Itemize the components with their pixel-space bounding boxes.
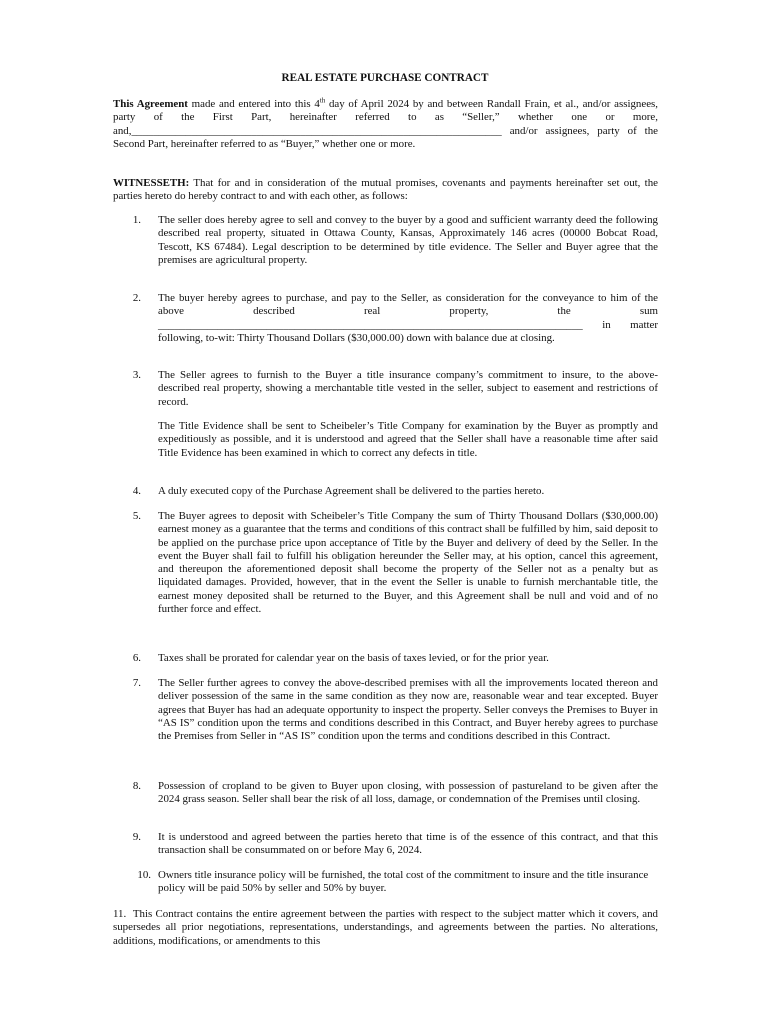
clause-3-subparagraph: The Title Evidence shall be sent to Scheibeler’s Title Company for examination by the Buyer as promptly and expeditiously as possible, and it is understood and agreed that the Seller shall have a reasonable time after said Title Evidence has been examined in which to correct any defects in title. (158, 420, 658, 459)
clause-number: 11. (113, 908, 127, 920)
clause-number: 1. (132, 214, 141, 226)
witnesseth-lead: WITNESSETH: (113, 177, 190, 189)
clause-11 (113, 908, 658, 948)
clause-number: 7. (132, 677, 141, 689)
clause-text: Owners title insurance policy will be furnished, the total cost of the commitment to insure and the title insurance policy will be paid 50% by seller and 50% by buyer. (158, 869, 649, 895)
clause-text: The buyer hereby agrees to purchase, and pay to the Seller, as consideration for the conveyance to him of the above described real property, the sum ______________________________________________________________________________ in matter following, to-wit: Thirty Thousand Dollars ($30,000.00) down with balance due at closing. (158, 292, 658, 344)
clause-text: This Contract contains the entire agreement between the parties with respect to the subject matter which it covers, and supersedes all prior negotiations, representations, understandings, and agreements between the parties. No alterations, additions, modifications, or amendments to this (113, 908, 658, 947)
clause-number: 3. (132, 369, 141, 381)
witnesseth-paragraph (113, 177, 658, 204)
clause-number: 8. (132, 780, 141, 792)
clause-number: 9. (132, 831, 141, 843)
clause-number: 6. (132, 652, 141, 664)
intro-text-2: day of April 2024 by and between Randall Frain, et al., and/or assignees, party of the First Part, hereinafter referred to as “Seller,” whether one or more, and,____________________________________________________________________ and/or assignees, party of the Second Part, hereinafter referred to as “Buyer,” whether one or more. (113, 98, 658, 150)
clause-text: It is understood and agreed between the parties hereto that time is of the essence of this contract, and that this transaction shall be consummated on or before May 6, 2024. (158, 831, 658, 857)
clause-number: 5. (132, 510, 141, 522)
clause-text: The seller does hereby agree to sell and convey to the buyer by a good and sufficient warranty deed the following described real property, situated in Ottawa County, Kansas, Approximately 146 acres (00000 Bobcat Road, Tescott, KS 67484). Legal description to be determined by title evidence. The Seller and Buyer agree that the premises are agricultural property. (158, 214, 658, 266)
clause-number: 10. (137, 869, 151, 881)
clause-number: 4. (132, 485, 141, 497)
document-title: REAL ESTATE PURCHASE CONTRACT (281, 72, 489, 84)
witnesseth-text: That for and in consideration of the mutual promises, covenants and payments hereinafter set out, the parties hereto do hereby contract to and with each other, as follows: (113, 177, 658, 203)
clause-number: 2. (132, 292, 141, 304)
clause-text: The Seller further agrees to convey the above-described premises with all the improvements located thereon and deliver possession of the same in the same condition as they now are, reasonable wear and tear excepted. Buyer agrees that Buyer has had an adequate opportunity to inspect the property. Seller conveys the Premises to Buyer in “AS IS” condition upon the terms and conditions described in this Contract, and Buyer hereby agrees to purchase the Premises from Seller in “AS IS” condition upon the terms and conditions described in this Contract. (158, 677, 658, 743)
clause-text: A duly executed copy of the Purchase Agreement shall be delivered to the parties hereto. (158, 485, 545, 497)
clause-text: The Seller agrees to furnish to the Buyer a title insurance company’s commitment to insure, to the above-described real property, showing a merchantable title vested in the seller, subject to easement and restrictions of record. (158, 369, 658, 408)
intro-paragraph (113, 98, 658, 151)
clause-text: Taxes shall be prorated for calendar year on the basis of taxes levied, or for the prior year. (158, 652, 549, 664)
intro-lead: This Agreement (113, 98, 188, 110)
intro-text-1: made and entered into this 4 (187, 98, 320, 110)
intro-sup: th (319, 96, 326, 105)
clause-text: Possession of cropland to be given to Buyer upon closing, with possession of pastureland to be given after the 2024 grass season. Seller shall bear the risk of all loss, damage, or condemnation of the Premises until closing. (158, 780, 658, 806)
clause-text: The Buyer agrees to deposit with Scheibeler’s Title Company the sum of Thirty Thousand Dollars ($30,000.00) earnest money as a guarantee that the terms and conditions of this contract shall be fulfilled by him, said deposit to be applied on the purchase price upon acceptance of Title by the Buyer and delivery of deed by the Seller. In the event the Buyer shall fail to fulfill his obligation hereunder the Seller may, at his option, cancel this agreement, and thereupon the aforementioned deposit shall become the property of the Seller not as a penalty but as liquidated damages. Provided, however, that in the event the Seller is unable to furnish merchantable title, the earnest money deposited shall be returned to the Buyer, and this Agreement shall be null and void and of no further force and effect. (158, 510, 658, 616)
